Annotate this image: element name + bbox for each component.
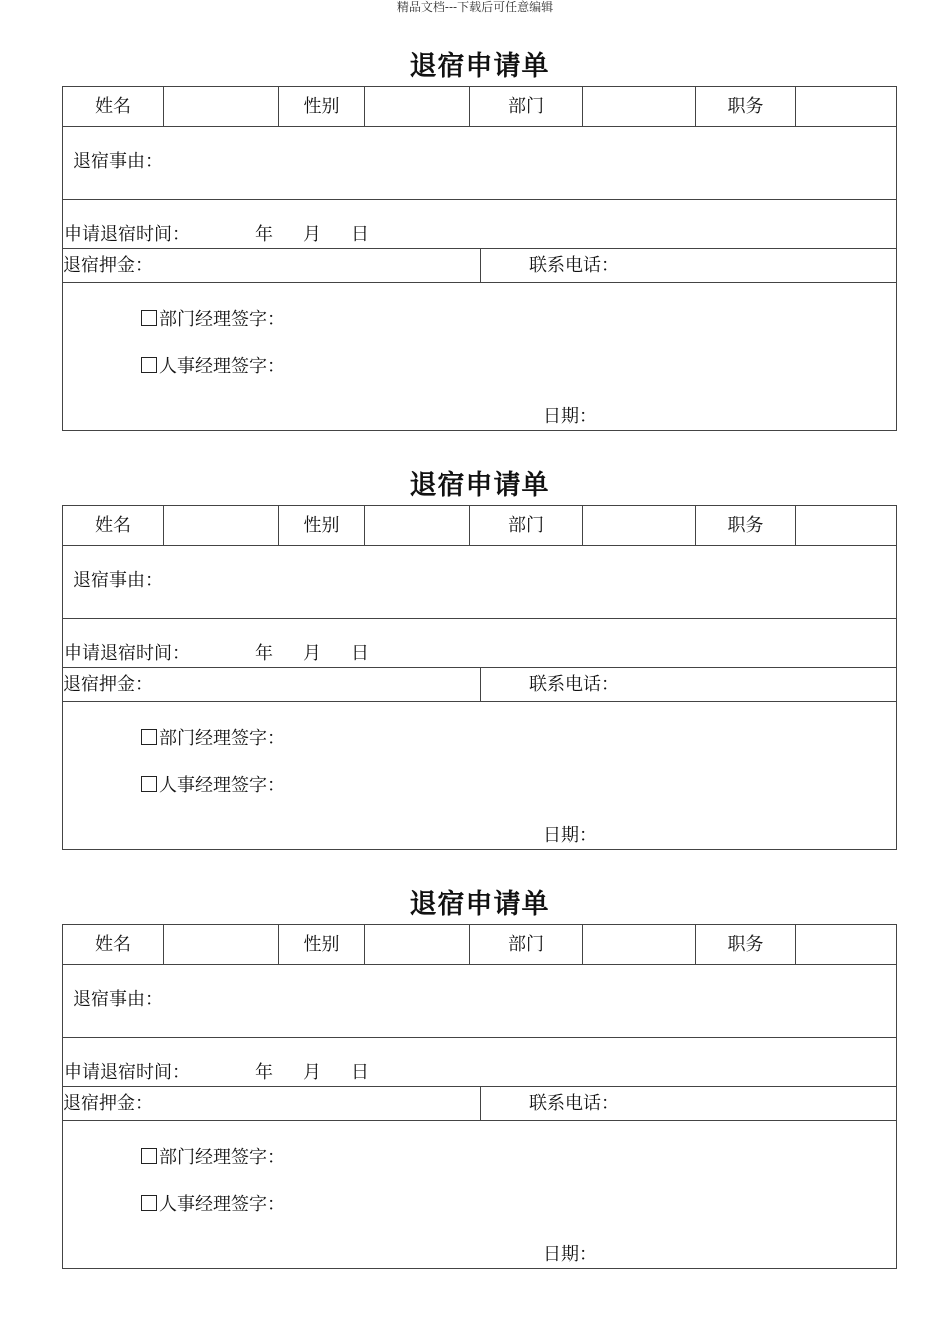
- hr-manager-sign-row: [141, 1194, 285, 1216]
- dept-manager-sign-label: 部门经理签字：: [159, 1147, 285, 1168]
- reason-label: 退宿事由：: [73, 570, 163, 591]
- form-table: [62, 924, 897, 1269]
- form-table: [62, 505, 897, 850]
- gender-field[interactable]: [365, 506, 469, 545]
- month-label: 月: [303, 643, 321, 664]
- dept-manager-sign-label: 部门经理签字：: [159, 309, 285, 330]
- deposit-label: 退宿押金：: [63, 255, 153, 276]
- hr-manager-sign-label: 人事经理签字：: [159, 356, 285, 377]
- name-label: 姓名: [95, 934, 131, 955]
- form-title: 退宿申请单: [409, 470, 550, 501]
- name-field[interactable]: [164, 925, 278, 964]
- hr-manager-sign-label: 人事经理签字：: [159, 1194, 285, 1215]
- apply-time-label: 申请退宿时间：: [64, 643, 190, 664]
- hr-manager-checkbox[interactable]: [141, 776, 157, 792]
- month-label: 月: [303, 224, 321, 245]
- hr-manager-sign-row: [141, 356, 285, 378]
- day-label: 日: [351, 224, 369, 245]
- phone-label: 联系电话：: [529, 1093, 619, 1114]
- position-label: 职务: [727, 96, 764, 117]
- apply-time-label: 申请退宿时间：: [64, 224, 190, 245]
- date-label: 日期：: [543, 1244, 597, 1265]
- deposit-label: 退宿押金：: [63, 1093, 153, 1114]
- gender-field[interactable]: [365, 925, 469, 964]
- month-label: 月: [303, 1062, 321, 1083]
- position-field[interactable]: [796, 506, 896, 545]
- department-field[interactable]: [583, 506, 695, 545]
- hr-manager-sign-label: 人事经理签字：: [159, 775, 285, 796]
- date-label: 日期：: [543, 406, 597, 427]
- name-field[interactable]: [164, 87, 278, 126]
- position-field[interactable]: [796, 87, 896, 126]
- position-field[interactable]: [796, 925, 896, 964]
- form-title: 退宿申请单: [409, 889, 550, 920]
- year-label: 年: [255, 1062, 273, 1083]
- name-label: 姓名: [95, 515, 131, 536]
- name-field[interactable]: [164, 506, 278, 545]
- form-table: [62, 86, 897, 431]
- page-watermark: 精品文档---下载后可任意编辑: [396, 0, 554, 14]
- form-title: 退宿申请单: [409, 51, 550, 82]
- reason-label: 退宿事由：: [73, 151, 163, 172]
- gender-field[interactable]: [365, 87, 469, 126]
- hr-manager-checkbox[interactable]: [141, 1195, 157, 1211]
- gender-label: 性别: [303, 515, 340, 536]
- department-field[interactable]: [583, 925, 695, 964]
- deposit-label: 退宿押金：: [63, 674, 153, 695]
- dept-manager-sign-row: [141, 309, 285, 331]
- day-label: 日: [351, 643, 369, 664]
- hr-manager-sign-row: [141, 775, 285, 797]
- gender-label: 性别: [303, 96, 340, 117]
- department-field[interactable]: [583, 87, 695, 126]
- apply-time-label: 申请退宿时间：: [64, 1062, 190, 1083]
- phone-label: 联系电话：: [529, 674, 619, 695]
- gender-label: 性别: [303, 934, 340, 955]
- phone-label: 联系电话：: [529, 255, 619, 276]
- name-label: 姓名: [95, 96, 131, 117]
- position-label: 职务: [727, 934, 764, 955]
- year-label: 年: [255, 224, 273, 245]
- reason-label: 退宿事由：: [73, 989, 163, 1010]
- dept-manager-sign-label: 部门经理签字：: [159, 728, 285, 749]
- day-label: 日: [351, 1062, 369, 1083]
- dept-manager-checkbox[interactable]: [141, 729, 157, 745]
- position-label: 职务: [727, 515, 764, 536]
- year-label: 年: [255, 643, 273, 664]
- dept-manager-checkbox[interactable]: [141, 310, 157, 326]
- department-label: 部门: [508, 934, 544, 955]
- hr-manager-checkbox[interactable]: [141, 357, 157, 373]
- department-label: 部门: [508, 515, 544, 536]
- dept-manager-sign-row: [141, 1147, 285, 1169]
- dept-manager-checkbox[interactable]: [141, 1148, 157, 1164]
- date-label: 日期：: [543, 825, 597, 846]
- department-label: 部门: [508, 96, 544, 117]
- dept-manager-sign-row: [141, 728, 285, 750]
